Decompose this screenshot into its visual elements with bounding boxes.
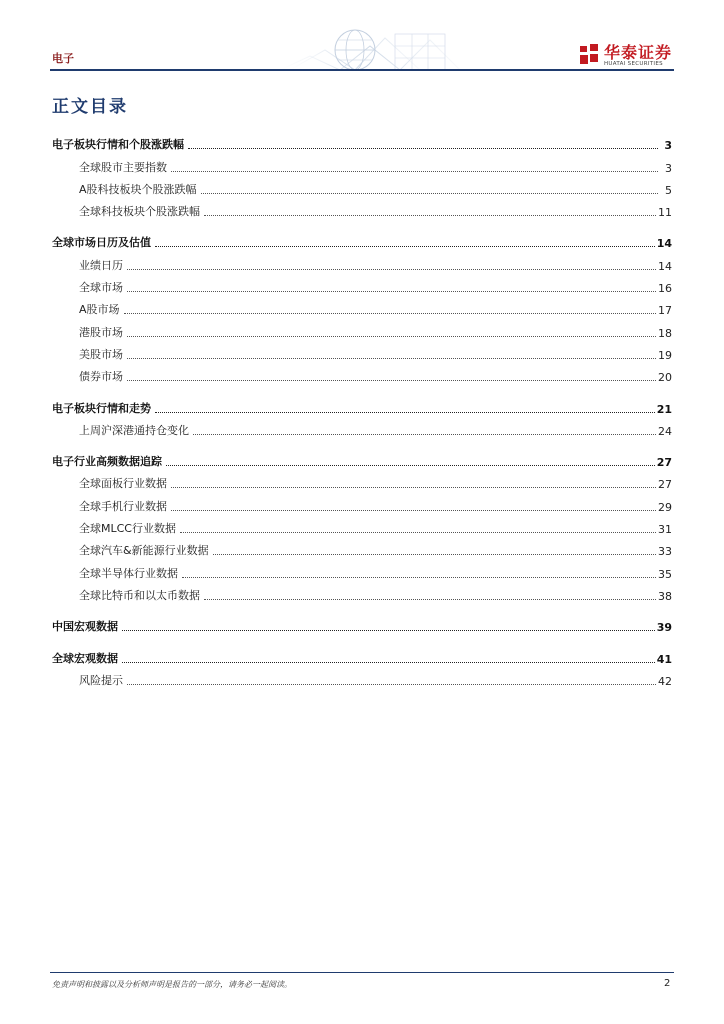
toc-section [52, 612, 672, 634]
toc-entry-page: 3 [664, 139, 672, 153]
toc-entry-section[interactable] [52, 447, 672, 469]
toc-entry-page: 11 [658, 206, 672, 220]
toc-entry-label: A股科技板块个股涨跌幅 [79, 182, 197, 196]
toc-section [52, 643, 672, 688]
toc-leader-dots [127, 336, 656, 337]
toc-entry-page: 14 [658, 259, 672, 273]
toc-entry-page: 20 [658, 371, 672, 385]
toc-leader-dots [171, 171, 658, 172]
toc-entry-label: 风险提示 [79, 673, 123, 687]
toc-leader-dots [127, 358, 656, 359]
toc-section [52, 447, 672, 603]
toc-entry-page: 33 [658, 545, 672, 559]
toc-entry-subsection[interactable] [52, 581, 672, 603]
toc-entry-page: 14 [656, 237, 672, 251]
footer-disclaimer: 免责声明和披露以及分析师声明是报告的一部分，请务必一起阅读。 [52, 980, 292, 989]
toc-leader-dots [155, 412, 655, 413]
toc-entry-section[interactable] [52, 612, 672, 634]
toc-entry-label: 全球比特币和以太币数据 [79, 588, 200, 602]
toc-leader-dots [122, 662, 655, 663]
toc-entry-label: 债券市场 [79, 370, 123, 384]
toc-entry-subsection[interactable] [52, 317, 672, 339]
huatai-logo-icon [578, 42, 600, 66]
toc-entry-page: 29 [658, 500, 672, 514]
page-title: 正文目录 [52, 97, 128, 117]
logo-text-en: HUATAI SECURITIES [604, 61, 663, 67]
toc-entry-page: 19 [658, 348, 672, 362]
toc-entry-label: 全球MLCC行业数据 [79, 522, 176, 536]
header-globe-graphic [270, 26, 470, 72]
toc-entry-label: 全球面板行业数据 [79, 477, 167, 491]
toc-entry-subsection[interactable] [52, 666, 672, 688]
toc-entry-label: 业绩日历 [79, 258, 123, 272]
toc-entry-page: 41 [656, 652, 672, 666]
toc-entry-label: 全球手机行业数据 [79, 499, 167, 513]
toc-entry-subsection[interactable] [52, 558, 672, 580]
toc-entry-page: 5 [665, 183, 672, 197]
toc-entry-label: 全球汽车&新能源行业数据 [79, 544, 209, 558]
toc-entry-subsection[interactable] [52, 340, 672, 362]
toc-entry-label: 全球市场日历及估值 [52, 236, 151, 250]
toc-leader-dots [166, 465, 655, 466]
footer-divider [50, 972, 674, 973]
huatai-logo [578, 40, 678, 70]
toc-leader-dots [204, 599, 656, 600]
logo-text-cn: 华泰证券 [604, 43, 673, 62]
toc-entry-page: 35 [658, 567, 672, 581]
toc-entry-label: 港股市场 [79, 325, 123, 339]
toc-entry-label: 电子行业高频数据追踪 [52, 455, 162, 469]
toc-entry-page: 27 [658, 478, 672, 492]
header-category: 电子 [52, 52, 74, 65]
toc-leader-dots [171, 510, 656, 511]
toc-entry-subsection[interactable] [52, 514, 672, 536]
toc-entry-page: 39 [656, 621, 672, 635]
toc-entry-subsection[interactable] [52, 362, 672, 384]
footer-page-number: 2 [664, 978, 671, 989]
toc-entry-label: 中国宏观数据 [52, 620, 118, 634]
toc-entry-page: 17 [658, 304, 672, 318]
toc-leader-dots [155, 246, 655, 247]
toc-leader-dots [180, 532, 656, 533]
table-of-contents [52, 130, 672, 697]
toc-entry-subsection[interactable] [52, 416, 672, 438]
toc-leader-dots [188, 148, 658, 149]
toc-leader-dots [201, 193, 658, 194]
toc-section [52, 130, 672, 219]
toc-entry-page: 21 [656, 402, 672, 416]
toc-entry-section[interactable] [52, 130, 672, 152]
toc-leader-dots [127, 269, 656, 270]
toc-entry-subsection[interactable] [52, 197, 672, 219]
toc-entry-subsection[interactable] [52, 152, 672, 174]
toc-leader-dots [127, 291, 656, 292]
toc-leader-dots [127, 684, 656, 685]
toc-entry-subsection[interactable] [52, 295, 672, 317]
toc-entry-label: 全球半导体行业数据 [79, 566, 178, 580]
toc-entry-subsection[interactable] [52, 250, 672, 272]
toc-entry-page: 18 [658, 326, 672, 340]
toc-entry-subsection[interactable] [52, 469, 672, 491]
toc-entry-subsection[interactable] [52, 491, 672, 513]
toc-leader-dots [171, 487, 656, 488]
toc-entry-label: 全球股市主要指数 [79, 160, 167, 174]
toc-leader-dots [213, 554, 656, 555]
toc-entry-label: A股市场 [79, 303, 120, 317]
toc-leader-dots [127, 380, 656, 381]
toc-entry-section[interactable] [52, 643, 672, 665]
toc-entry-label: 电子板块行情和个股涨跌幅 [52, 138, 184, 152]
toc-entry-page: 38 [658, 589, 672, 603]
toc-entry-label: 上周沪深港通持仓变化 [79, 423, 189, 437]
toc-entry-subsection[interactable] [52, 273, 672, 295]
toc-section [52, 393, 672, 438]
toc-entry-page: 3 [665, 161, 672, 175]
toc-leader-dots [193, 434, 656, 435]
toc-entry-page: 24 [658, 424, 672, 438]
toc-entry-section[interactable] [52, 228, 672, 250]
toc-entry-page: 42 [658, 674, 672, 688]
toc-entry-page: 31 [658, 523, 672, 537]
toc-entry-label: 美股市场 [79, 347, 123, 361]
toc-entry-label: 全球宏观数据 [52, 651, 118, 665]
toc-entry-subsection[interactable] [52, 175, 672, 197]
toc-entry-subsection[interactable] [52, 536, 672, 558]
toc-entry-label: 全球市场 [79, 281, 123, 295]
toc-entry-page: 16 [658, 282, 672, 296]
toc-entry-section[interactable] [52, 393, 672, 415]
toc-leader-dots [124, 313, 656, 314]
toc-entry-label: 电子板块行情和走势 [52, 401, 151, 415]
toc-leader-dots [204, 215, 656, 216]
toc-leader-dots [182, 577, 656, 578]
toc-entry-page: 27 [656, 456, 672, 470]
toc-section [52, 228, 672, 384]
header-divider [50, 69, 674, 71]
toc-entry-label: 全球科技板块个股涨跌幅 [79, 205, 200, 219]
toc-leader-dots [122, 630, 655, 631]
